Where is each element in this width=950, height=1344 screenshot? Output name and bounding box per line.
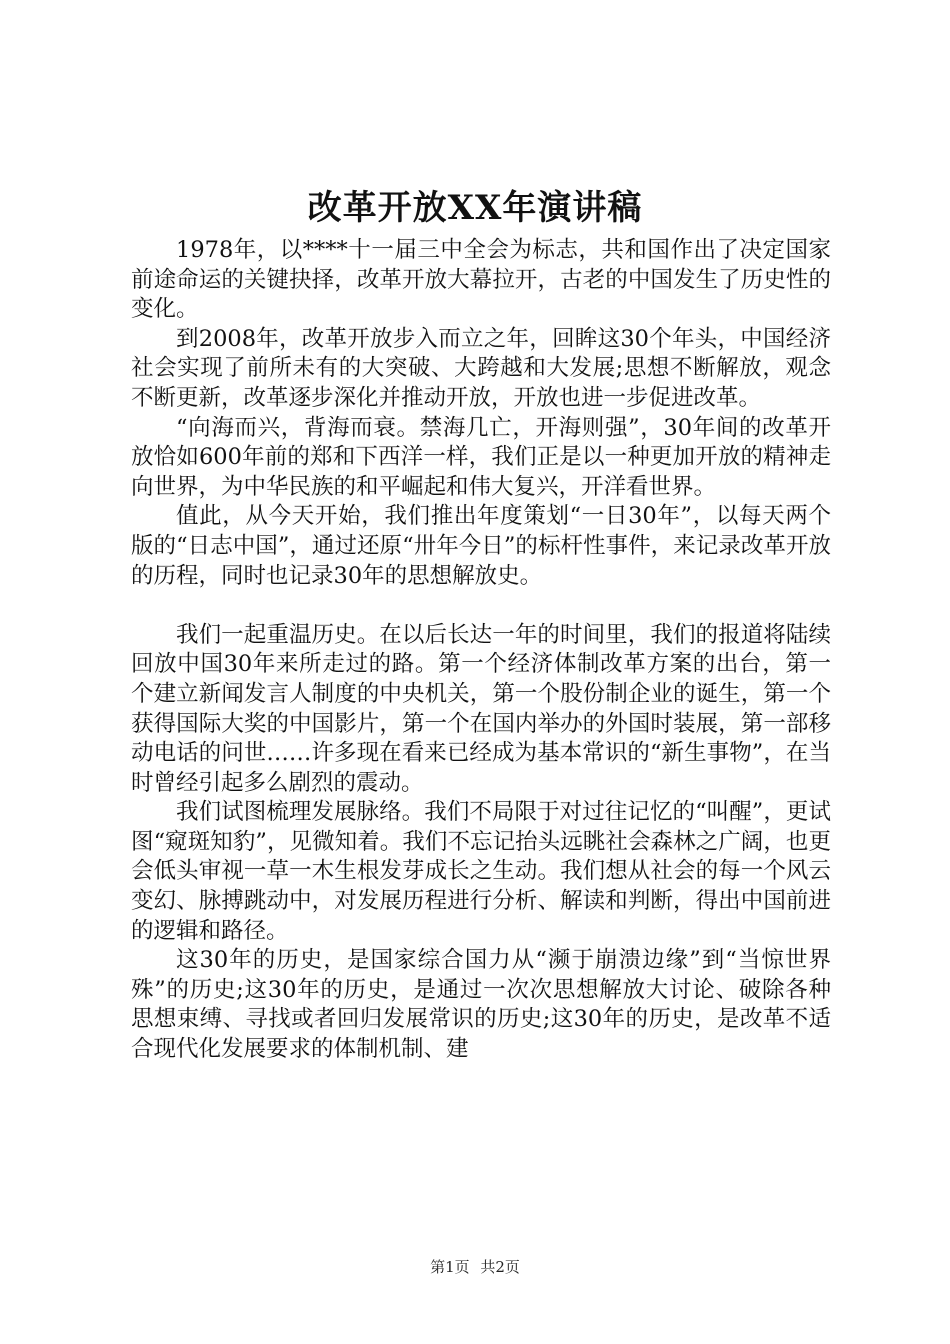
document-title: 改革开放XX年演讲稿 — [307, 188, 643, 228]
paragraph-2: 到2008年，改革开放步入而立之年，回眸这30个年头，中国经济社会实现了前所未有的大突破、大跨越和大发展;思想不断解放，观念不断更新，改革逐步深化并推动开放，开放也进一步促进改革。 — [131, 325, 831, 411]
page-number-total: 共2页 — [480, 1258, 520, 1276]
document-body — [131, 236, 831, 1065]
paragraph-1: 1978年，以****十一届三中全会为标志，共和国作出了决定国家前途命运的关键抉择，改革开放大幕拉开，古老的中国发生了历史性的变化。 — [131, 237, 831, 323]
page-footer — [0, 1257, 950, 1277]
page-number-current: 第1页 — [430, 1258, 470, 1276]
paragraph-4: 值此，从今天开始，我们推出年度策划“一日30年”，以每天两个版的“日志中国”，通过还原“卅年今日”的标杆性事件，来记录改革开放的历程，同时也记录30年的思想解放史。 — [131, 503, 831, 589]
paragraph-7: 这30年的历史，是国家综合国力从“濒于崩溃边缘”到“当惊世界殊”的历史;这30年的历史，是通过一次次思想解放大讨论、破除各种思想束缚、寻找或者回归发展常识的历史;这30年的历史，是改革不适合现代化发展要求的体制机制、建 — [131, 947, 831, 1063]
paragraph-6: 我们试图梳理发展脉络。我们不局限于对过往记忆的“叫醒”，更试图“窥斑知豹”，见微知着。我们不忘记抬头远眺社会森林之广阔，也更会低头审视一草一木生根发芽成长之生动。我们想从社会的每一个风云变幻、脉搏跳动中，对发展历程进行分析、解读和判断，得出中国前进的逻辑和路径。 — [131, 799, 831, 944]
paragraph-5: 我们一起重温历史。在以后长达一年的时间里，我们的报道将陆续回放中国30年来所走过的路。第一个经济体制改革方案的出台，第一个建立新闻发言人制度的中央机关，第一个股份制企业的诞生，第一个获得国际大奖的中国影片，第一个在国内举办的外国时装展，第一部移动电话的问世……许多现在看来已经成为基本常识的“新生事物”，在当时曾经引起多么剧烈的震动。 — [131, 621, 831, 796]
paragraph-3: “向海而兴，背海而衰。禁海几亡，开海则强”，30年间的改革开放恰如600年前的郑和下西洋一样，我们正是以一种更加开放的精神走向世界，为中华民族的和平崛起和伟大复兴，开洋看世界。 — [131, 414, 831, 500]
